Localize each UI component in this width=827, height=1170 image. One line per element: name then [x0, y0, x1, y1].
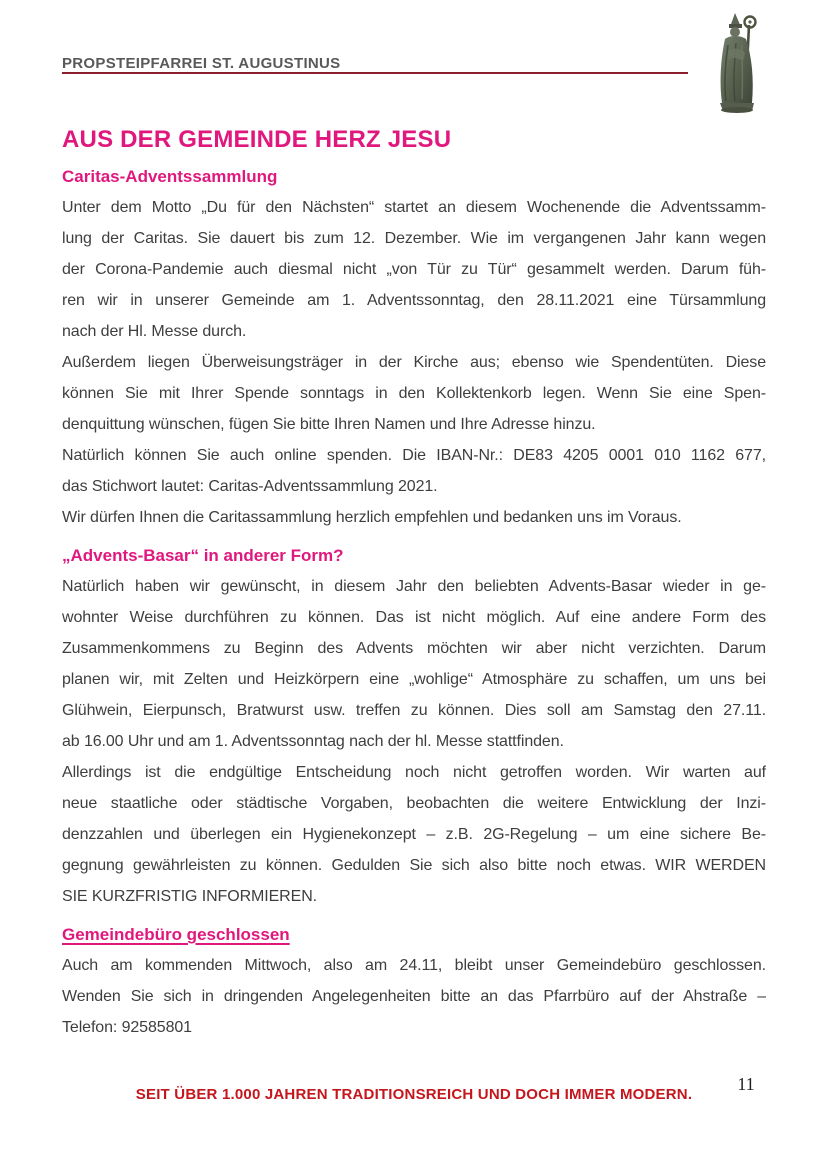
text-line: nach der Hl. Messe durch.: [62, 323, 247, 340]
text-line: planen wir, mit Zelten und Heizkörpern eine „wohlige“ Atmosphäre zu schaffen, um uns bei: [62, 671, 766, 688]
content-section: [62, 166, 766, 533]
paragraph: [62, 347, 766, 440]
text-line: ren wir in unserer Gemeinde am 1. Adventssonntag, den 28.11.2021 eine Türsammlung: [62, 292, 766, 309]
text-line: das Stichwort lautet: Caritas-Adventssammlung 2021.: [62, 478, 438, 495]
text-line: Glühwein, Eierpunsch, Bratwurst usw. treffen zu können. Dies soll am Samstag den 27.11.: [62, 702, 766, 719]
paragraph: [62, 192, 766, 347]
text-line: der Corona-Pandemie auch diesmal nicht „von Tür zu Tür“ gesammelt werden. Darum füh-: [62, 261, 766, 278]
content-section: [62, 545, 766, 912]
text-line: Außerdem liegen Überweisungsträger in der Kirche aus; ebenso wie Spendentüten. Diese: [62, 354, 766, 371]
text-line: Unter dem Motto „Du für den Nächsten“ startet an diesem Wochenende die Adventssamm-: [62, 199, 766, 216]
text-line: denzzahlen und überlegen ein Hygienekonzept – z.B. 2G-Regelung – um eine sichere Be-: [62, 826, 766, 843]
text-line: Telefon: 92585801: [62, 1019, 192, 1036]
section-heading: Caritas-Adventssammlung: [62, 167, 278, 186]
text-line: lung der Caritas. Sie dauert bis zum 12. Dezember. Wie im vergangenen Jahr kann wegen: [62, 230, 766, 247]
text-line: wohnter Weise durchführen zu können. Das ist nicht möglich. Auf eine andere Form des: [62, 609, 766, 626]
header-rule: [62, 72, 688, 74]
header-title: PROPSTEIPFARREI ST. AUGUSTINUS: [62, 55, 341, 72]
text-line: gegnung gewährleisten zu können. Gedulden Sie sich also bitte noch etwas. WIR WERDEN: [62, 857, 766, 874]
paragraph: [62, 440, 766, 502]
text-line: Wir dürfen Ihnen die Caritassammlung herzlich empfehlen und bedanken uns im Voraus.: [62, 509, 682, 526]
text-line: Natürlich haben wir gewünscht, in diesem Jahr den beliebten Advents-Basar wieder in ge-: [62, 578, 766, 595]
text-line: Allerdings ist die endgültige Entscheidung noch nicht getroffen worden. Wir warten auf: [62, 764, 766, 781]
text-line: können Sie mit Ihrer Spende sonntags in den Kollektenkorb legen. Wenn Sie eine Spen-: [62, 385, 766, 402]
paragraph: [62, 502, 766, 533]
page-number: 11: [737, 1074, 755, 1094]
content-section: [62, 924, 766, 1043]
page-title: AUS DER GEMEINDE HERZ JESU: [62, 126, 452, 153]
st-augustinus-statue-icon: [708, 11, 766, 113]
text-line: denquittung wünschen, fügen Sie bitte Ihren Namen und Ihre Adresse hinzu.: [62, 416, 596, 433]
text-line: Zusammenkommens zu Beginn des Advents möchten wir aber nicht verzichten. Darum: [62, 640, 766, 657]
text-line: Natürlich können Sie auch online spenden. Die IBAN-Nr.: DE83 4205 0001 010 1162 677,: [62, 447, 766, 464]
paragraph: [62, 950, 766, 1043]
text-line: Auch am kommenden Mittwoch, also am 24.11, bleibt unser Gemeindebüro geschlossen.: [62, 957, 766, 974]
text-line: neue staatliche oder städtische Vorgaben, beobachten die weitere Entwicklung der Inzi-: [62, 795, 766, 812]
article: [62, 126, 766, 1043]
article-body: [62, 166, 766, 1043]
paragraph: [62, 757, 766, 912]
footer-slogan: SEIT ÜBER 1.000 JAHREN TRADITIONSREICH UND DOCH IMMER MODERN.: [135, 1086, 693, 1103]
section-heading: Gemeindebüro geschlossen: [62, 925, 290, 944]
paragraph: [62, 571, 766, 757]
text-line: SIE KURZFRISTIG INFORMIEREN.: [62, 888, 317, 905]
section-heading: „Advents-Basar“ in anderer Form?: [62, 546, 344, 565]
text-line: Wenden Sie sich in dringenden Angelegenheiten bitte an das Pfarrbüro auf der Ahstraße –: [62, 988, 766, 1005]
text-line: ab 16.00 Uhr und am 1. Adventssonntag nach der hl. Messe stattfinden.: [62, 733, 564, 750]
